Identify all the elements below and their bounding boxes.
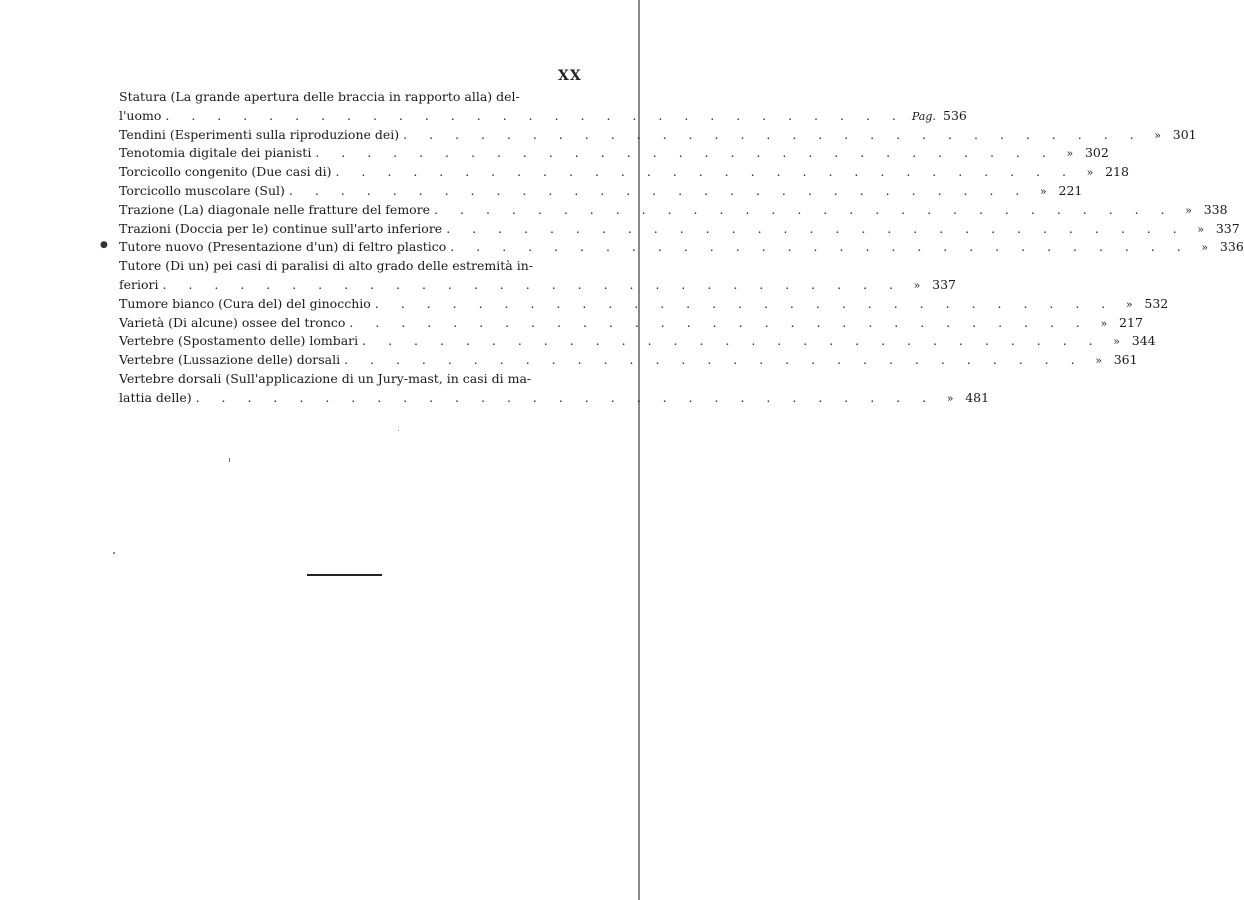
index-entry [119,389,990,408]
ditto-marker: » [1100,316,1108,330]
page-reference: 302 [1084,145,1109,161]
ditto-marker: » [1185,203,1192,217]
index-entry-text: Vertebre (Lussazione delle) dorsali [119,352,341,368]
ditto-marker: » [1201,241,1209,255]
index-entry-text: Torcicollo muscolare (Sul) [119,182,285,198]
index-entry-line [119,88,574,107]
index-entry-text: Tenotomia digitale dei pianisti [119,145,312,161]
page-reference: 221 [1058,182,1083,198]
index-entry [119,144,1109,163]
page-reference: 337 [1215,220,1240,236]
page-reference: 217 [1119,314,1143,330]
leader-dots: . . . . . . . . . . . . . . . . . . . . . . . . . . . . . [162,276,902,292]
page-reference: 218 [1105,164,1129,180]
leader-dots: . . . . . . . . . . . . . . . . . . . . . . . . . . . . . [374,295,1115,311]
ditto-marker: » [946,391,954,405]
index-entry-line [119,257,574,276]
page-number: XX [558,68,582,84]
index-entry-text: l'uomo [119,107,162,123]
page-reference: 337 [932,276,956,292]
page-reference: 481 [965,389,990,405]
index-entry-text: Tutore (Di un) pei casi di paralisi di alto grado delle estremità in- [119,258,533,274]
section-end-rule [307,574,382,576]
index-entry [119,163,1129,182]
page-reference: 344 [1131,333,1156,349]
index-entry [119,107,967,126]
leader-dots: . . . . . . . . . . . . . . . . . . . . . . . . . . . . . [344,352,1084,368]
index-entry-text: feriori [119,276,159,292]
index-entry-text: Trazione (La) diagonale nelle fratture del femore [119,201,431,217]
page-reference: 301 [1172,126,1197,142]
ditto-marker: » [1086,166,1094,180]
leader-dots: . . . . . . . . . . . . . . . . . . . . . . . . . . . . . [288,182,1029,198]
index-entry [119,126,1197,145]
leader-dots: . . . . . . . . . . . . . . . . . . . . . . . . . . . . . [165,107,905,123]
index-entry-line [119,370,574,389]
index-entry-text: Vertebre dorsali (Sull'applicazione di un Jury-mast, in casi di ma- [119,370,532,386]
index-entry-text: Vertebre (Spostamento delle) lombari [119,333,359,349]
ditto-marker: » [1066,147,1074,161]
index-entry [119,201,1228,220]
paper-speck [113,552,115,554]
page-reference: 361 [1113,352,1138,368]
index-entry-text: Varietà (Di alcune) ossee del tronco [119,314,346,330]
ditto-marker: » [913,278,921,292]
ditto-marker: » [1095,354,1102,368]
index-entry-text: Trazioni (Doccia per le) continue sull'arto inferiore [119,220,443,236]
index-entry [119,295,1169,314]
ditto-marker: » [1154,128,1161,142]
index-list [119,88,1244,408]
index-entry-text: Tumore bianco (Cura del) del ginocchio [119,295,371,311]
index-entry [119,351,1138,370]
margin-mark: ● [100,240,108,250]
leader-dots: . . . . . . . . . . . . . . . . . . . . . . . . . . . . . [362,333,1102,349]
page-reference: 338 [1203,201,1228,217]
leader-dots: . . . . . . . . . . . . . . . . . . . . . . . . . . . . . [450,239,1190,255]
index-entry-text: Statura (La grande apertura delle braccia in rapporto alla) del- [119,89,520,104]
index-entry-text: Tendini (Esperimenti sulla riproduzione dei) [119,126,400,142]
index-entry-text: lattia delle) [119,389,192,405]
index-entry-text: Tutore nuovo (Presentazione d'un) di feltro plastico [119,239,447,255]
index-entry [119,314,1143,333]
ditto-marker: » [1113,335,1120,349]
page-reference: 536 [943,107,967,123]
paper-speck [229,458,230,462]
leader-dots: . . . . . . . . . . . . . . . . . . . . . . . . . . . . . [335,164,1075,180]
index-entry-text: Torcicollo congenito (Due casi di) [119,164,332,180]
page-reference: 336 [1219,239,1244,255]
page-marker: Pag. [911,109,936,123]
ditto-marker: » [1125,297,1133,311]
index-entry [119,238,1244,257]
paper-speck [398,430,399,431]
leader-dots: . . . . . . . . . . . . . . . . . . . . . . . . . . . . . [446,220,1186,236]
index-entry [119,220,1240,239]
leader-dots: . . . . . . . . . . . . . . . . . . . . . . . . . . . . . [349,314,1089,330]
leader-dots: . . . . . . . . . . . . . . . . . . . . . . . . . . . . . [434,201,1174,217]
leader-dots: . . . . . . . . . . . . . . . . . . . . . . . . . . . . . [195,389,936,405]
index-entry [119,332,1156,351]
ditto-marker: » [1040,184,1047,198]
leader-dots: . . . . . . . . . . . . . . . . . . . . . . . . . . . . . [403,126,1143,142]
ditto-marker: » [1197,222,1205,236]
page-reference: 532 [1144,295,1169,311]
leader-dots: . . . . . . . . . . . . . . . . . . . . . . . . . . . . . [315,145,1055,161]
index-entry [119,276,956,295]
index-entry [119,182,1083,201]
